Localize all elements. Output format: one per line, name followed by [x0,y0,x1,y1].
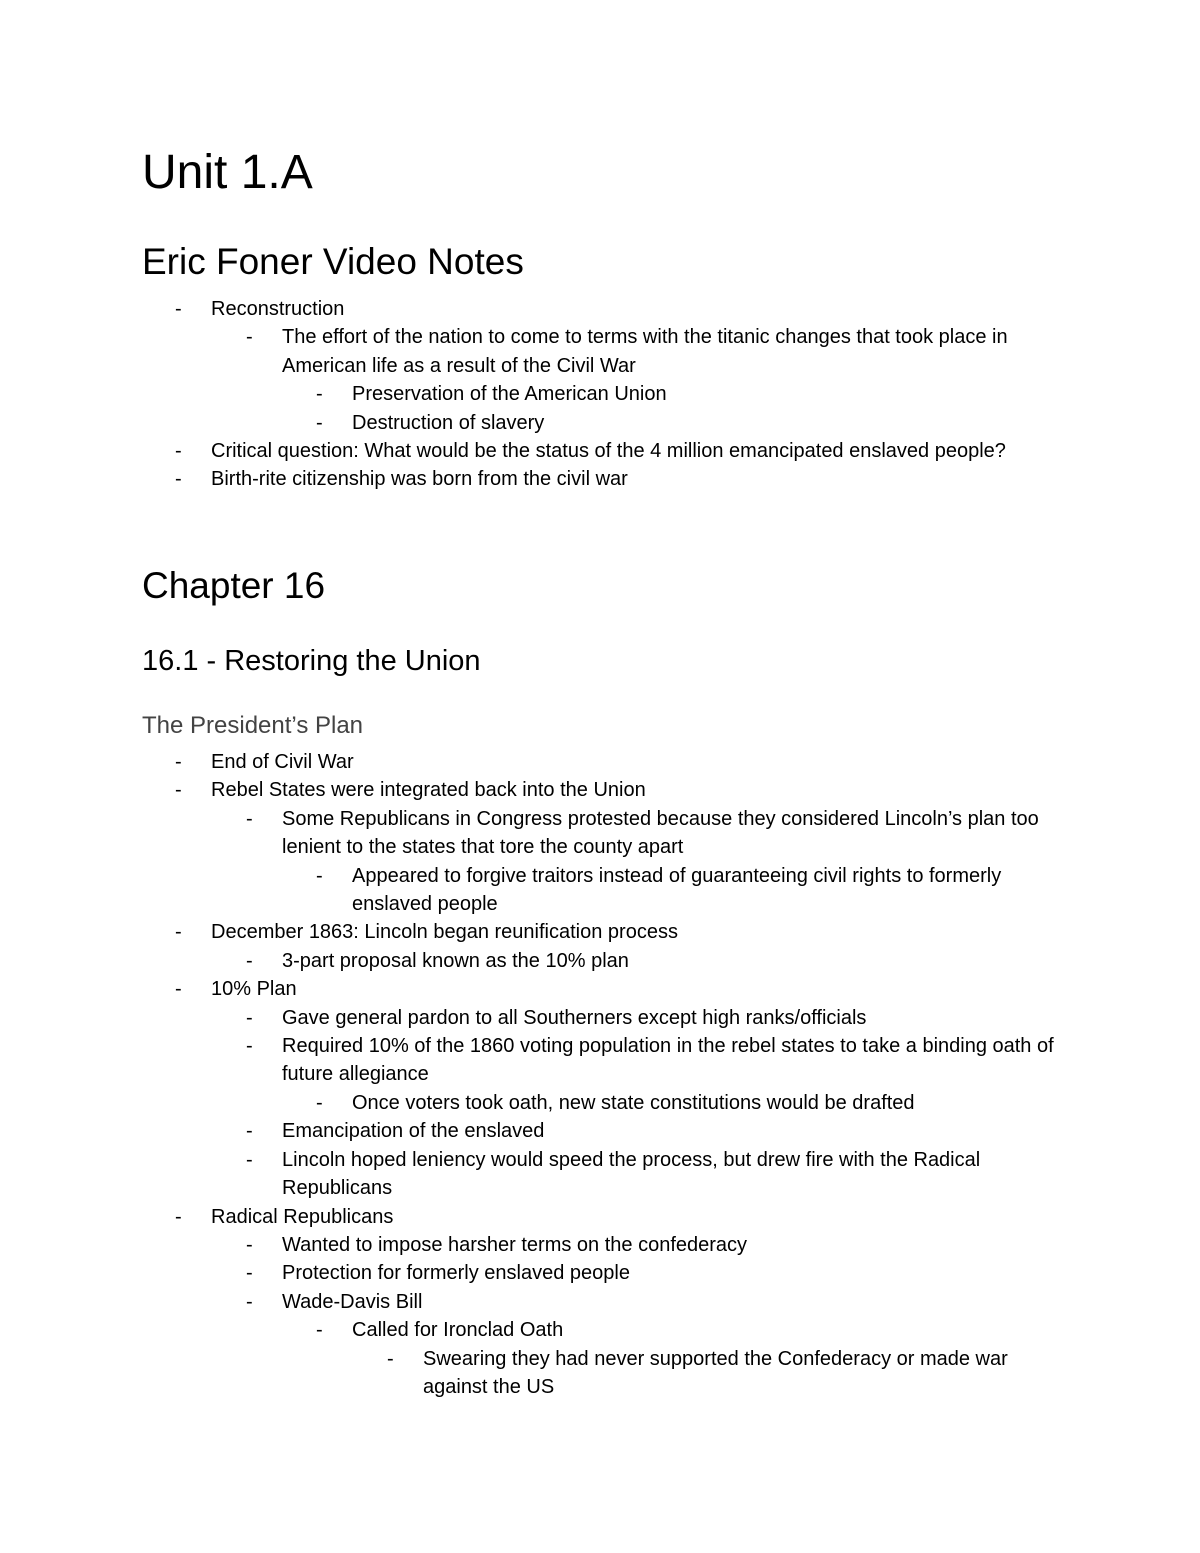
list-item-text: Wanted to impose harsher terms on the confederacy [282,1233,748,1256]
list-item [0,1203,1200,1231]
list-item [0,1288,1200,1316]
list-item-text: 3-part proposal known as the 10% plan [282,949,629,972]
section-heading-chapter-16: Chapter 16 [142,565,326,606]
list-item [0,465,1200,493]
list-item-text: December 1863: Lincoln began reunification process [211,921,678,944]
list-item-text: Wade-Davis Bill [282,1290,423,1313]
list-item [0,437,1200,465]
bullet-dash: - [246,1262,253,1285]
document-title: Unit 1.A [142,146,313,199]
bullet-dash: - [175,468,182,491]
list-item-text: Called for Ironclad Oath [352,1319,564,1342]
list-item [0,1032,1200,1089]
bullet-dash: - [175,779,182,802]
bullet-dash: - [175,440,182,463]
list-item [0,323,1200,380]
list-item [0,748,1200,776]
bullet-dash: - [246,326,253,349]
bullet-dash: - [246,807,253,830]
list-item-text: Gave general pardon to all Southerners except high ranks/officials [282,1006,867,1029]
list-item [0,1259,1200,1287]
subheading-restoring-union: 16.1 - Restoring the Union [142,645,481,677]
list-item-text: 10% Plan [211,978,297,1001]
bullet-dash: - [316,864,323,887]
presidents-plan-list [0,748,1200,1401]
list-item-text: Emancipation of the enslaved [282,1120,545,1143]
bullet-dash: - [175,921,182,944]
list-item [0,918,1200,946]
list-item-text: Radical Republicans [211,1205,394,1228]
bullet-dash: - [316,411,323,434]
list-item [0,380,1200,408]
subheading-presidents-plan: The President’s Plan [142,712,364,739]
list-item [0,1146,1200,1203]
list-item-text: Rebel States were integrated back into the Union [211,779,646,802]
list-item-text: Reconstruction [211,298,345,320]
bullet-dash: - [175,1205,182,1228]
bullet-dash: - [246,949,253,972]
list-item [0,975,1200,1003]
list-item [0,1345,1200,1402]
list-item [0,1231,1200,1259]
list-item [0,1089,1200,1117]
bullet-dash: - [175,978,182,1001]
section-heading-video-notes: Eric Foner Video Notes [142,241,524,282]
list-item [0,409,1200,437]
list-item [0,295,1200,323]
list-item [0,1117,1200,1145]
list-item [0,1004,1200,1032]
bullet-dash: - [316,1091,323,1114]
bullet-dash: - [246,1006,253,1029]
list-item-text: The effort of the nation to come to terms with the titanic changes that took place in American life as a result of the Civil War [282,326,1008,377]
bullet-dash: - [246,1233,253,1256]
bullet-dash: - [175,298,182,320]
list-item-text: Birth-rite citizenship was born from the civil war [211,468,628,491]
list-item-text: Preservation of the American Union [352,383,667,406]
list-item-text: End of Civil War [211,751,354,773]
list-item [0,862,1200,919]
list-item-text: Protection for formerly enslaved people [282,1262,630,1285]
list-item [0,776,1200,804]
bullet-dash: - [316,1319,323,1342]
list-item-text: Critical question: What would be the status of the 4 million emancipated enslaved people? [211,440,1006,463]
bullet-dash: - [387,1347,394,1370]
bullet-dash: - [246,1120,253,1143]
bullet-dash: - [175,751,182,773]
list-item-text: Once voters took oath, new state constitutions would be drafted [352,1091,915,1114]
bullet-dash: - [316,383,323,406]
list-item [0,1316,1200,1344]
list-item-text: Appeared to forgive traitors instead of guaranteeing civil rights to formerly enslaved people [352,864,1002,916]
list-item-text: Some Republicans in Congress protested because they considered Lincoln’s plan too lenient to the states that tore the county apart [282,807,1039,859]
bullet-dash: - [246,1148,253,1171]
video-notes-list [0,295,1200,494]
list-item-text: Lincoln hoped leniency would speed the process, but drew fire with the Radical Republicans [282,1148,981,1200]
bullet-dash: - [246,1290,253,1313]
list-item-text: Required 10% of the 1860 voting population in the rebel states to take a binding oath of future allegiance [282,1035,1054,1086]
list-item-text: Swearing they had never supported the Confederacy or made war against the US [423,1347,1008,1398]
bullet-dash: - [246,1035,253,1058]
list-item-text: Destruction of slavery [352,411,545,434]
list-item [0,805,1200,862]
list-item [0,947,1200,975]
